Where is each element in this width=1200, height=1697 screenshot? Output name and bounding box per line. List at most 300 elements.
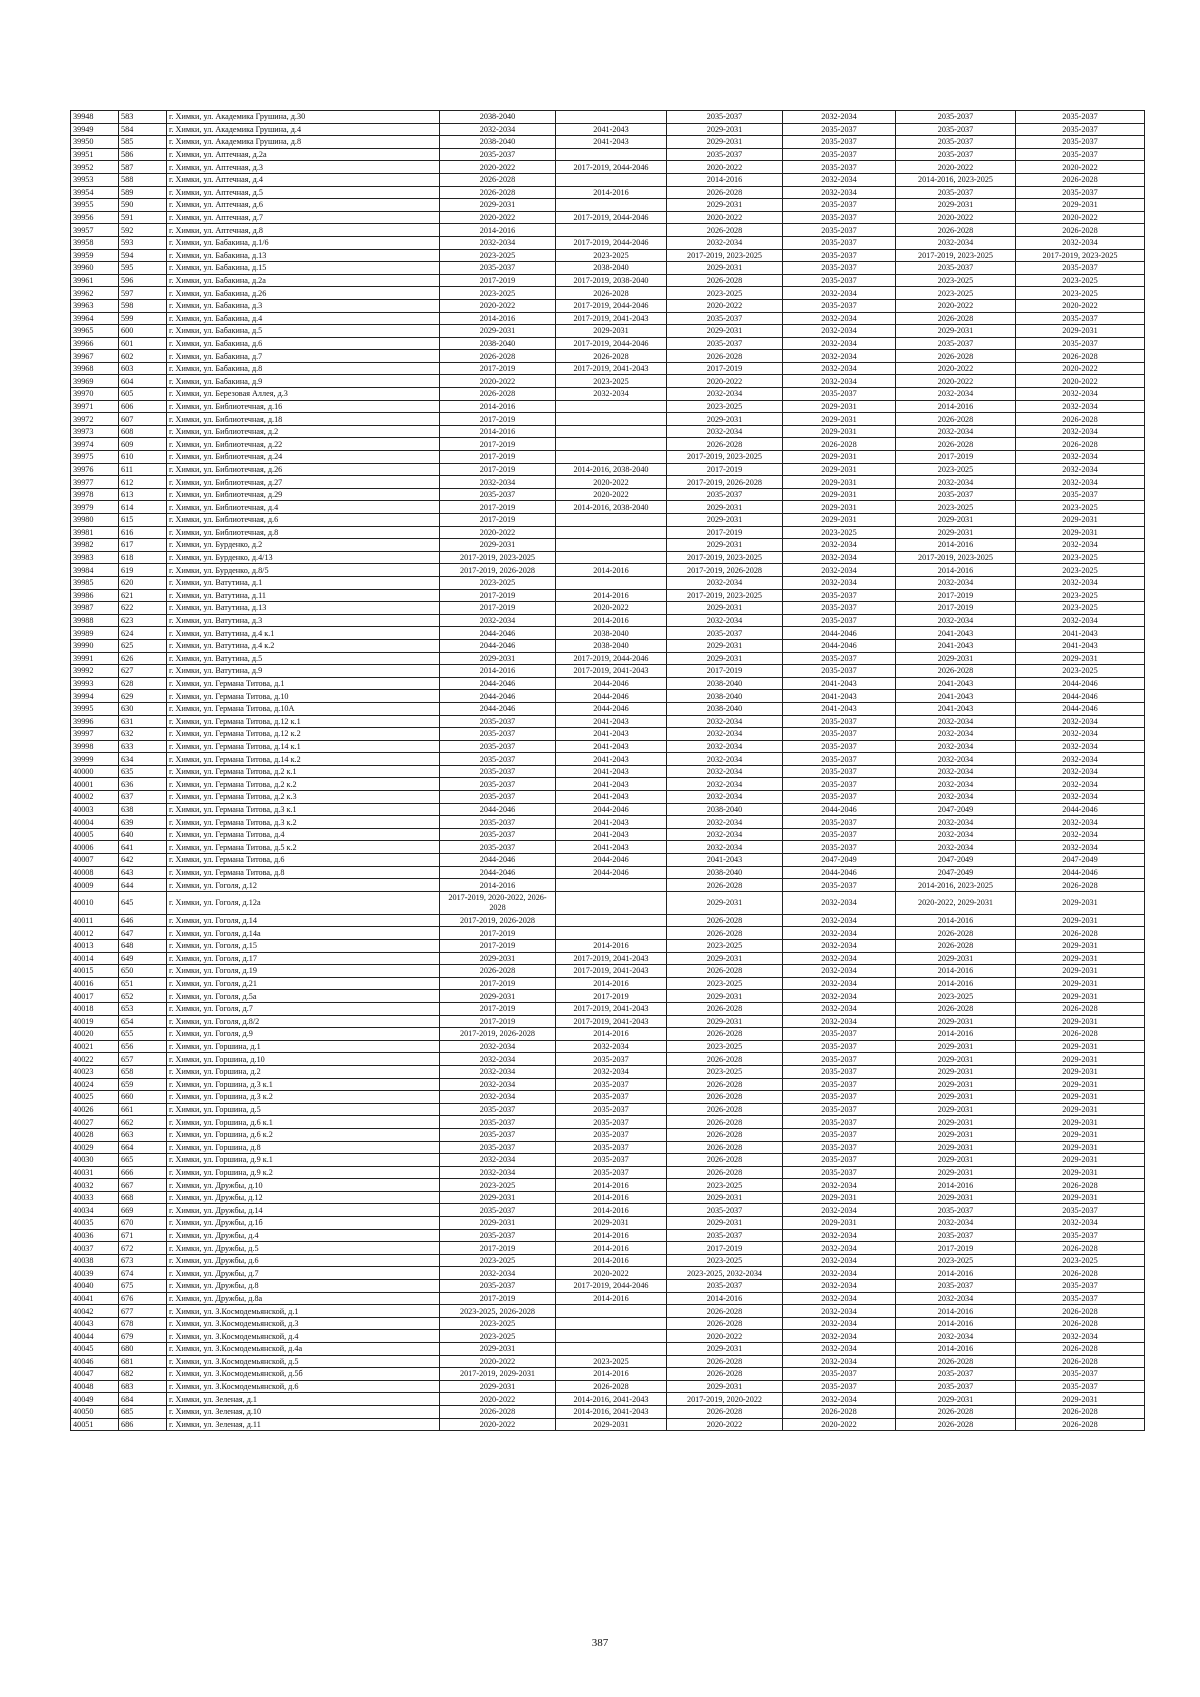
period-4-cell: 2035-2037	[783, 1116, 896, 1129]
period-2-cell: 2014-2016	[556, 589, 667, 602]
address-cell: г. Химки, ул. Гоголя, д.9	[167, 1028, 440, 1041]
period-5-cell: 2029-2031	[896, 1116, 1016, 1129]
period-2-cell: 2017-2019, 2041-2043	[556, 1002, 667, 1015]
address-cell: г. Химки, ул. Аптечная, д.7	[167, 211, 440, 224]
address-cell: г. Химки, ул. Академика Грушина, д.4	[167, 123, 440, 136]
row-number-cell: 39971	[71, 400, 119, 413]
period-1-cell: 2044-2046	[440, 854, 556, 867]
period-3-cell: 2032-2034	[667, 778, 783, 791]
period-6-cell: 2026-2028	[1016, 1405, 1145, 1418]
period-6-cell: 2029-2031	[1016, 1154, 1145, 1167]
address-cell: г. Химки, ул. Библиотечная, д.26	[167, 463, 440, 476]
period-4-cell: 2044-2046	[783, 866, 896, 879]
item-number-cell: 671	[119, 1229, 167, 1242]
address-cell: г. Химки, ул. Бабакина, д.4	[167, 312, 440, 325]
row-number-cell: 39977	[71, 476, 119, 489]
period-1-cell: 2023-2025	[440, 1317, 556, 1330]
period-6-cell: 2029-2031	[1016, 1128, 1145, 1141]
period-4-cell: 2029-2031	[783, 1217, 896, 1230]
item-number-cell: 678	[119, 1317, 167, 1330]
table-row	[71, 753, 1145, 766]
period-1-cell: 2026-2028	[440, 388, 556, 401]
period-2-cell: 2014-2016	[556, 940, 667, 953]
period-2-cell	[556, 891, 667, 914]
row-number-cell: 40021	[71, 1040, 119, 1053]
period-1-cell: 2020-2022	[440, 526, 556, 539]
period-5-cell: 2032-2034	[896, 576, 1016, 589]
period-3-cell: 2032-2034	[667, 388, 783, 401]
period-5-cell: 2035-2037	[896, 111, 1016, 124]
period-2-cell: 2029-2031	[556, 325, 667, 338]
period-4-cell: 2032-2034	[783, 1317, 896, 1330]
period-6-cell: 2029-2031	[1016, 940, 1145, 953]
row-number-cell: 40032	[71, 1179, 119, 1192]
address-cell: г. Химки, ул. Гоголя, д.12а	[167, 891, 440, 914]
address-cell: г. Химки, ул. Дружбы, д.8	[167, 1280, 440, 1293]
period-1-cell: 2035-2037	[440, 1204, 556, 1217]
period-3-cell: 2029-2031	[667, 539, 783, 552]
period-4-cell: 2032-2034	[783, 325, 896, 338]
period-6-cell: 2029-2031	[1016, 1015, 1145, 1028]
period-5-cell: 2035-2037	[896, 1380, 1016, 1393]
period-6-cell: 2026-2028	[1016, 927, 1145, 940]
period-6-cell: 2032-2034	[1016, 841, 1145, 854]
row-number-cell: 39980	[71, 514, 119, 527]
table-row	[71, 1154, 1145, 1167]
table-row	[71, 1280, 1145, 1293]
table-row	[71, 1002, 1145, 1015]
period-1-cell: 2035-2037	[440, 778, 556, 791]
table-row	[71, 728, 1145, 741]
period-6-cell: 2026-2028	[1016, 1242, 1145, 1255]
period-1-cell: 2038-2040	[440, 337, 556, 350]
period-3-cell: 2029-2031	[667, 990, 783, 1003]
period-4-cell: 2032-2034	[783, 1292, 896, 1305]
period-4-cell: 2032-2034	[783, 173, 896, 186]
period-2-cell: 2038-2040	[556, 639, 667, 652]
period-5-cell: 2035-2037	[896, 186, 1016, 199]
period-2-cell: 2017-2019, 2041-2043	[556, 965, 667, 978]
period-3-cell: 2026-2028	[667, 1002, 783, 1015]
item-number-cell: 635	[119, 765, 167, 778]
period-3-cell: 2026-2028	[667, 1405, 783, 1418]
period-4-cell: 2035-2037	[783, 715, 896, 728]
period-1-cell: 2044-2046	[440, 690, 556, 703]
table-row	[71, 1355, 1145, 1368]
period-5-cell: 2032-2034	[896, 425, 1016, 438]
period-2-cell: 2023-2025	[556, 375, 667, 388]
row-number-cell: 40036	[71, 1229, 119, 1242]
period-4-cell: 2032-2034	[783, 551, 896, 564]
period-3-cell: 2029-2031	[667, 1191, 783, 1204]
table-row	[71, 1179, 1145, 1192]
period-4-cell: 2032-2034	[783, 111, 896, 124]
period-5-cell: 2026-2028	[896, 312, 1016, 325]
period-1-cell: 2014-2016	[440, 312, 556, 325]
period-2-cell: 2035-2037	[556, 1053, 667, 1066]
period-1-cell: 2029-2031	[440, 652, 556, 665]
row-number-cell: 39965	[71, 325, 119, 338]
period-2-cell: 2041-2043	[556, 828, 667, 841]
period-4-cell: 2029-2031	[783, 501, 896, 514]
item-number-cell: 598	[119, 299, 167, 312]
item-number-cell: 650	[119, 965, 167, 978]
table-row	[71, 413, 1145, 426]
period-2-cell: 2032-2034	[556, 1065, 667, 1078]
item-number-cell: 668	[119, 1191, 167, 1204]
item-number-cell: 664	[119, 1141, 167, 1154]
period-4-cell: 2032-2034	[783, 287, 896, 300]
table-row	[71, 325, 1145, 338]
table-row	[71, 828, 1145, 841]
item-number-cell: 680	[119, 1343, 167, 1356]
period-4-cell: 2029-2031	[783, 488, 896, 501]
period-6-cell: 2029-2031	[1016, 1091, 1145, 1104]
period-5-cell: 2017-2019	[896, 602, 1016, 615]
address-cell: г. Химки, ул. Зеленая, д.10	[167, 1405, 440, 1418]
period-5-cell: 2026-2028	[896, 413, 1016, 426]
period-2-cell: 2035-2037	[556, 1154, 667, 1167]
item-number-cell: 629	[119, 690, 167, 703]
period-3-cell: 2017-2019	[667, 463, 783, 476]
period-4-cell: 2035-2037	[783, 791, 896, 804]
period-1-cell: 2017-2019	[440, 1292, 556, 1305]
item-number-cell: 639	[119, 816, 167, 829]
row-number-cell: 39963	[71, 299, 119, 312]
table-row	[71, 1091, 1145, 1104]
period-1-cell: 2029-2031	[440, 1343, 556, 1356]
address-cell: г. Химки, ул. Германа Титова, д.5 к.2	[167, 841, 440, 854]
period-4-cell: 2032-2034	[783, 1002, 896, 1015]
period-2-cell: 2023-2025	[556, 249, 667, 262]
period-6-cell: 2029-2031	[1016, 952, 1145, 965]
period-6-cell: 2044-2046	[1016, 677, 1145, 690]
period-4-cell: 2032-2034	[783, 1204, 896, 1217]
period-4-cell: 2035-2037	[783, 388, 896, 401]
table-row	[71, 425, 1145, 438]
address-cell: г. Химки, ул. Библиотечная, д.29	[167, 488, 440, 501]
period-5-cell: 2014-2016	[896, 1267, 1016, 1280]
period-4-cell: 2032-2034	[783, 1305, 896, 1318]
period-2-cell: 2014-2016	[556, 1229, 667, 1242]
period-3-cell: 2029-2031	[667, 123, 783, 136]
row-number-cell: 40016	[71, 977, 119, 990]
table-row	[71, 1267, 1145, 1280]
table-row	[71, 249, 1145, 262]
item-number-cell: 597	[119, 287, 167, 300]
period-2-cell: 2017-2019, 2038-2040	[556, 274, 667, 287]
item-number-cell: 673	[119, 1254, 167, 1267]
period-5-cell: 2032-2034	[896, 614, 1016, 627]
period-3-cell: 2023-2025	[667, 1065, 783, 1078]
period-2-cell: 2014-2016, 2041-2043	[556, 1405, 667, 1418]
period-2-cell: 2017-2019, 2044-2046	[556, 236, 667, 249]
period-4-cell: 2035-2037	[783, 148, 896, 161]
row-number-cell: 40047	[71, 1368, 119, 1381]
table-row	[71, 514, 1145, 527]
period-6-cell: 2035-2037	[1016, 136, 1145, 149]
period-3-cell: 2026-2028	[667, 879, 783, 892]
period-4-cell: 2035-2037	[783, 1128, 896, 1141]
period-2-cell: 2041-2043	[556, 765, 667, 778]
period-5-cell: 2014-2016	[896, 1305, 1016, 1318]
period-6-cell: 2035-2037	[1016, 1229, 1145, 1242]
period-1-cell: 2014-2016	[440, 879, 556, 892]
period-4-cell: 2035-2037	[783, 1078, 896, 1091]
item-number-cell: 682	[119, 1368, 167, 1381]
period-5-cell: 2035-2037	[896, 148, 1016, 161]
row-number-cell: 40012	[71, 927, 119, 940]
table-row	[71, 199, 1145, 212]
period-2-cell: 2041-2043	[556, 778, 667, 791]
address-cell: г. Химки, ул. Ватутина, д.13	[167, 602, 440, 615]
period-6-cell: 2032-2034	[1016, 1330, 1145, 1343]
period-2-cell	[556, 1330, 667, 1343]
period-5-cell: 2014-2016	[896, 1028, 1016, 1041]
period-1-cell: 2026-2028	[440, 965, 556, 978]
item-number-cell: 676	[119, 1292, 167, 1305]
period-6-cell: 2029-2031	[1016, 1078, 1145, 1091]
period-1-cell: 2035-2037	[440, 828, 556, 841]
item-number-cell: 626	[119, 652, 167, 665]
address-cell: г. Химки, ул. Германа Титова, д.10	[167, 690, 440, 703]
period-2-cell: 2026-2028	[556, 1380, 667, 1393]
item-number-cell: 624	[119, 627, 167, 640]
period-3-cell: 2026-2028	[667, 1116, 783, 1129]
period-2-cell	[556, 438, 667, 451]
row-number-cell: 39989	[71, 627, 119, 640]
period-4-cell: 2035-2037	[783, 665, 896, 678]
row-number-cell: 39959	[71, 249, 119, 262]
row-number-cell: 39948	[71, 111, 119, 124]
period-5-cell: 2029-2031	[896, 1065, 1016, 1078]
table-row	[71, 539, 1145, 552]
address-cell: г. Химки, ул. Германа Титова, д.2 к.1	[167, 765, 440, 778]
period-2-cell	[556, 111, 667, 124]
period-4-cell: 2035-2037	[783, 1040, 896, 1053]
row-number-cell: 39975	[71, 451, 119, 464]
period-3-cell: 2017-2019, 2023-2025	[667, 249, 783, 262]
item-number-cell: 669	[119, 1204, 167, 1217]
row-number-cell: 40042	[71, 1305, 119, 1318]
period-3-cell: 2041-2043	[667, 854, 783, 867]
period-3-cell: 2035-2037	[667, 627, 783, 640]
row-number-cell: 39990	[71, 639, 119, 652]
item-number-cell: 613	[119, 488, 167, 501]
period-1-cell: 2014-2016	[440, 665, 556, 678]
row-number-cell: 39995	[71, 702, 119, 715]
period-1-cell: 2017-2019	[440, 413, 556, 426]
table-row	[71, 1393, 1145, 1406]
item-number-cell: 636	[119, 778, 167, 791]
period-3-cell: 2023-2025	[667, 977, 783, 990]
period-1-cell: 2035-2037	[440, 1141, 556, 1154]
row-number-cell: 40029	[71, 1141, 119, 1154]
table-row	[71, 602, 1145, 615]
address-cell: г. Химки, ул. Бурденко, д.4/13	[167, 551, 440, 564]
row-number-cell: 39993	[71, 677, 119, 690]
period-4-cell: 2029-2031	[783, 413, 896, 426]
period-1-cell: 2044-2046	[440, 803, 556, 816]
period-4-cell: 2029-2031	[783, 1191, 896, 1204]
period-5-cell: 2023-2025	[896, 287, 1016, 300]
item-number-cell: 656	[119, 1040, 167, 1053]
period-6-cell: 2023-2025	[1016, 665, 1145, 678]
address-cell: г. Химки, ул. Горшина, д.9 к.1	[167, 1154, 440, 1167]
period-4-cell: 2035-2037	[783, 589, 896, 602]
period-4-cell: 2035-2037	[783, 249, 896, 262]
period-2-cell: 2014-2016	[556, 1204, 667, 1217]
period-2-cell: 2038-2040	[556, 627, 667, 640]
period-5-cell: 2029-2031	[896, 199, 1016, 212]
item-number-cell: 620	[119, 576, 167, 589]
period-5-cell: 2035-2037	[896, 1229, 1016, 1242]
period-4-cell: 2020-2022	[783, 1418, 896, 1431]
period-4-cell: 2035-2037	[783, 778, 896, 791]
period-6-cell: 2020-2022	[1016, 362, 1145, 375]
row-number-cell: 39972	[71, 413, 119, 426]
table-row	[71, 362, 1145, 375]
table-row	[71, 1405, 1145, 1418]
table-row	[71, 488, 1145, 501]
period-5-cell: 2035-2037	[896, 123, 1016, 136]
address-cell: г. Химки, ул. Ватутина, д.9	[167, 665, 440, 678]
period-6-cell: 2023-2025	[1016, 589, 1145, 602]
period-6-cell: 2041-2043	[1016, 627, 1145, 640]
address-cell: г. Химки, ул. Академика Грушина, д.30	[167, 111, 440, 124]
period-1-cell: 2032-2034	[440, 1078, 556, 1091]
period-4-cell: 2044-2046	[783, 803, 896, 816]
period-4-cell: 2029-2031	[783, 514, 896, 527]
row-number-cell: 40009	[71, 879, 119, 892]
item-number-cell: 644	[119, 879, 167, 892]
period-3-cell: 2029-2031	[667, 1380, 783, 1393]
period-5-cell: 2035-2037	[896, 337, 1016, 350]
period-5-cell: 2014-2016	[896, 965, 1016, 978]
period-4-cell: 2032-2034	[783, 990, 896, 1003]
table-row	[71, 551, 1145, 564]
row-number-cell: 39967	[71, 350, 119, 363]
period-2-cell: 2032-2034	[556, 388, 667, 401]
period-6-cell: 2035-2037	[1016, 1204, 1145, 1217]
period-1-cell: 2026-2028	[440, 1405, 556, 1418]
period-2-cell	[556, 173, 667, 186]
period-4-cell: 2035-2037	[783, 1103, 896, 1116]
period-2-cell: 2017-2019, 2041-2043	[556, 665, 667, 678]
item-number-cell: 588	[119, 173, 167, 186]
table-row	[71, 136, 1145, 149]
address-cell: г. Химки, ул. Гоголя, д.19	[167, 965, 440, 978]
address-cell: г. Химки, ул. Бабакина, д.2а	[167, 274, 440, 287]
period-1-cell: 2020-2022	[440, 299, 556, 312]
period-1-cell: 2029-2031	[440, 1191, 556, 1204]
table-row	[71, 400, 1145, 413]
table-row	[71, 186, 1145, 199]
period-6-cell: 2035-2037	[1016, 1292, 1145, 1305]
period-6-cell: 2032-2034	[1016, 236, 1145, 249]
period-4-cell: 2032-2034	[783, 952, 896, 965]
row-number-cell: 40035	[71, 1217, 119, 1230]
row-number-cell: 39999	[71, 753, 119, 766]
table-row	[71, 677, 1145, 690]
item-number-cell: 637	[119, 791, 167, 804]
period-4-cell: 2032-2034	[783, 337, 896, 350]
period-1-cell: 2035-2037	[440, 715, 556, 728]
address-cell: г. Химки, ул. Германа Титова, д.1	[167, 677, 440, 690]
address-cell: г. Химки, ул. Германа Титова, д.12 к.2	[167, 728, 440, 741]
period-2-cell	[556, 514, 667, 527]
item-number-cell: 643	[119, 866, 167, 879]
period-1-cell: 2035-2037	[440, 488, 556, 501]
period-2-cell	[556, 148, 667, 161]
period-3-cell: 2026-2028	[667, 1078, 783, 1091]
address-cell: г. Химки, ул. З.Космодемьянской, д.5б	[167, 1368, 440, 1381]
period-2-cell: 2014-2016	[556, 1191, 667, 1204]
period-6-cell: 2029-2031	[1016, 914, 1145, 927]
period-6-cell: 2035-2037	[1016, 1380, 1145, 1393]
period-3-cell: 2029-2031	[667, 652, 783, 665]
period-2-cell: 2017-2019, 2041-2043	[556, 362, 667, 375]
address-cell: г. Химки, ул. Дружбы, д.7	[167, 1267, 440, 1280]
item-number-cell: 594	[119, 249, 167, 262]
table-row	[71, 816, 1145, 829]
period-1-cell: 2032-2034	[440, 1091, 556, 1104]
period-1-cell: 2023-2025	[440, 576, 556, 589]
period-2-cell: 2044-2046	[556, 690, 667, 703]
period-1-cell: 2017-2019	[440, 463, 556, 476]
period-4-cell: 2035-2037	[783, 828, 896, 841]
period-5-cell: 2017-2019	[896, 589, 1016, 602]
item-number-cell: 638	[119, 803, 167, 816]
row-number-cell: 39997	[71, 728, 119, 741]
address-cell: г. Химки, ул. Библиотечная, д.18	[167, 413, 440, 426]
period-6-cell: 2044-2046	[1016, 866, 1145, 879]
period-1-cell: 2035-2037	[440, 1128, 556, 1141]
table-row	[71, 627, 1145, 640]
item-number-cell: 606	[119, 400, 167, 413]
period-6-cell: 2029-2031	[1016, 1103, 1145, 1116]
period-3-cell: 2032-2034	[667, 614, 783, 627]
period-2-cell: 2014-2016, 2038-2040	[556, 463, 667, 476]
row-number-cell: 39983	[71, 551, 119, 564]
period-6-cell: 2035-2037	[1016, 1368, 1145, 1381]
row-number-cell: 39951	[71, 148, 119, 161]
period-3-cell: 2029-2031	[667, 602, 783, 615]
row-number-cell: 39952	[71, 161, 119, 174]
table-row	[71, 438, 1145, 451]
period-4-cell: 2035-2037	[783, 123, 896, 136]
period-3-cell: 2026-2028	[667, 350, 783, 363]
row-number-cell: 40023	[71, 1065, 119, 1078]
period-5-cell: 2026-2028	[896, 1418, 1016, 1431]
period-6-cell: 2026-2028	[1016, 1267, 1145, 1280]
period-4-cell: 2041-2043	[783, 702, 896, 715]
period-1-cell: 2035-2037	[440, 1229, 556, 1242]
period-3-cell: 2035-2037	[667, 337, 783, 350]
period-5-cell: 2026-2028	[896, 665, 1016, 678]
address-cell: г. Химки, ул. Горшина, д.5	[167, 1103, 440, 1116]
address-cell: г. Химки, ул. З.Космодемьянской, д.4а	[167, 1343, 440, 1356]
period-3-cell: 2032-2034	[667, 576, 783, 589]
table-row	[71, 1305, 1145, 1318]
period-5-cell: 2023-2025	[896, 990, 1016, 1003]
period-6-cell: 2029-2031	[1016, 1116, 1145, 1129]
period-4-cell: 2032-2034	[783, 965, 896, 978]
table-row	[71, 1116, 1145, 1129]
table-row	[71, 1166, 1145, 1179]
item-number-cell: 590	[119, 199, 167, 212]
address-cell: г. Химки, ул. Аптечная, д.5	[167, 186, 440, 199]
